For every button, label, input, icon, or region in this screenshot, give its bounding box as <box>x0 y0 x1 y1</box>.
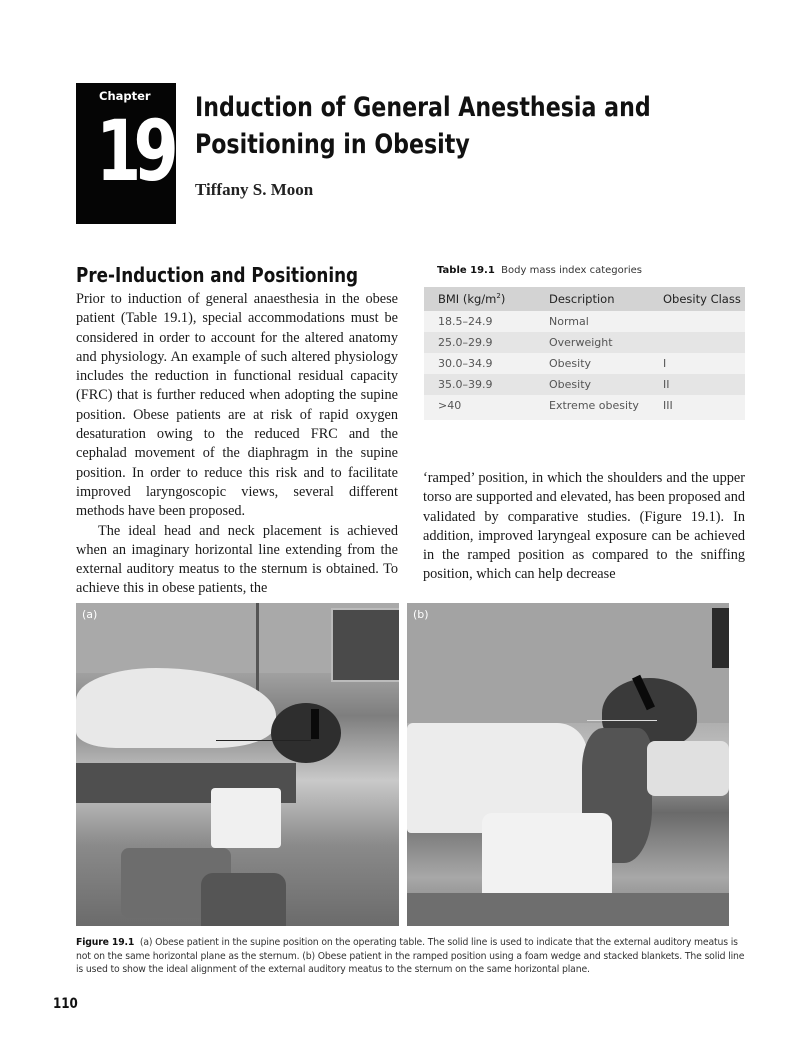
page-number: 110 <box>53 996 78 1012</box>
table-cell-bmi: >40 <box>424 395 535 420</box>
table-cell-description: Normal <box>535 311 649 332</box>
chapter-number-box <box>76 83 176 224</box>
monitor-shape <box>331 608 399 682</box>
figure-panel-a-label: (a) <box>82 608 98 621</box>
figure-panel-b-photo <box>407 603 729 926</box>
table-row <box>424 311 745 332</box>
monitor-shape <box>712 608 729 668</box>
table-cell-description: Obesity <box>535 353 649 374</box>
table-row <box>424 374 745 395</box>
drape-shape <box>76 668 276 748</box>
figure-panel-a-photo <box>76 603 399 926</box>
table-row <box>424 395 745 420</box>
table-cell-class: II <box>649 374 745 395</box>
chapter-label: Chapter <box>99 89 151 103</box>
body-column-right <box>423 469 745 585</box>
table-cell-description: Extreme obesity <box>535 395 649 420</box>
table-cell-class: III <box>649 395 745 420</box>
table-caption-label: Table 19.1 <box>437 265 495 276</box>
body-paragraph: ‘ramped’ position, in which the shoulders and the upper torso are supported and elevated, has been proposed and validated by comparative studies. (Figure 19.1). In addition, improved laryngeal exposure can be achieved in the ramped position as compared to the sniffing position, which can help decrease <box>423 470 745 583</box>
body-column-left <box>76 290 398 599</box>
figure-caption-text: (a) Obese patient in the supine position on the operating table. The solid line is used to indicate that the external auditory meatus is not on the same horizontal plane as the sternum. (b) Obese patient in the ramped position using a foam wedge and stacked blankets. The solid line is used to show the ideal alignment of the external auditory meatus to the sternum on the same horizontal plane. <box>76 937 745 975</box>
figure-caption <box>76 936 746 977</box>
section-heading: Pre-Induction and Positioning <box>76 263 359 287</box>
table-caption <box>437 265 642 276</box>
stacked-blankets-shape <box>647 741 729 796</box>
table-cell-class <box>649 311 745 332</box>
chapter-title <box>195 89 651 163</box>
chapter-title-line2: Positioning in Obesity <box>195 129 470 160</box>
figure-panel-b-label: (b) <box>413 608 429 621</box>
table-header-bmi: BMI $(kg/m^2)$ <box>424 287 535 311</box>
table-cell-class: I <box>649 353 745 374</box>
figure-caption-label: Figure 19.1 <box>76 937 135 948</box>
iv-pole-shape <box>256 603 259 693</box>
table-row <box>424 332 745 353</box>
body-paragraph: Prior to induction of general anaesthesia in the obese patient (Table 19.1), special accommodations must be considered in order to account for the altered anatomy and physiology. An example of such altered physiology includes the reduction in functional residual capacity (FRC) that is further reduced when adopting the supine position. Obese patients are at risk of rapid oxygen desaturation owing to the reduced FRC and the cephalad movement of the diaphragm in the supine position. In order to reduce this risk and to facilitate improved laryngoscopic views, several different methods have been proposed. <box>76 291 398 520</box>
table-cell-description: Overweight <box>535 332 649 353</box>
bp-cuff-shape <box>211 788 281 848</box>
bmi-table <box>424 287 745 420</box>
table-cell-description: Obesity <box>535 374 649 395</box>
table-cell-bmi: 30.0–34.9 <box>424 353 535 374</box>
table-header-description: Description <box>535 287 649 311</box>
table-header-obesity-class: Obesity Class <box>649 287 745 311</box>
table-header-row <box>424 287 745 311</box>
table-cell-bmi: 25.0–29.9 <box>424 332 535 353</box>
body-paragraph: The ideal head and neck placement is achieved when an imaginary horizontal line extending from the external auditory meatus to the sternum is obtained. To achieve this in obese patients, the <box>76 522 398 597</box>
table-base-shape <box>407 893 729 926</box>
alignment-line <box>587 720 657 721</box>
table-caption-text: Body mass index categories <box>501 265 643 276</box>
armrest-shape <box>201 873 286 926</box>
table-row <box>424 353 745 374</box>
table-cell-class <box>649 332 745 353</box>
author-name: Tiffany S. Moon <box>195 180 314 199</box>
sheet-shape <box>482 813 612 903</box>
chapter-number: 19 <box>96 102 171 200</box>
chapter-title-line1: Induction of General Anesthesia and <box>195 92 651 123</box>
table-cell-bmi: 35.0–39.9 <box>424 374 535 395</box>
alignment-line <box>216 740 311 741</box>
head-shape <box>271 703 341 763</box>
eye-bar-shape <box>311 709 319 739</box>
table-cell-bmi: 18.5–24.9 <box>424 311 535 332</box>
